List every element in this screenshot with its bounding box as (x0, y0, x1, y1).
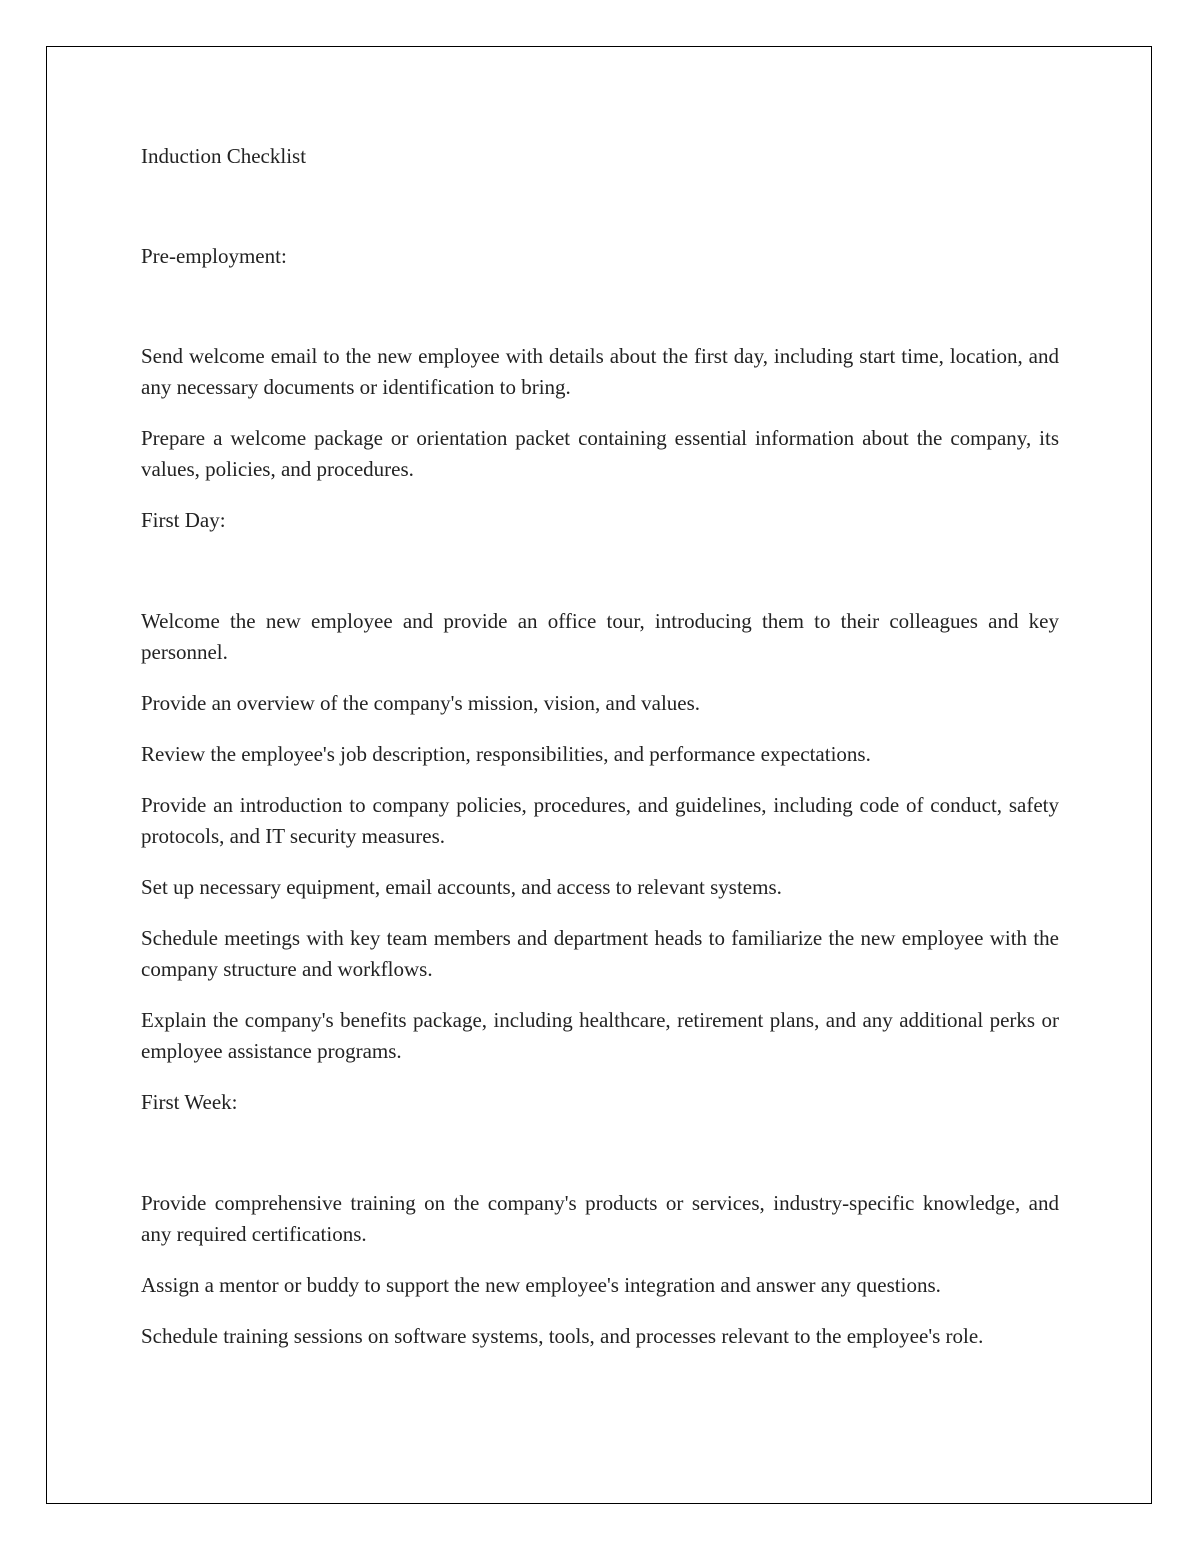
checklist-item: Provide an introduction to company policies, procedures, and guidelines, including code of conduct, safety protocols, and IT security measures. (141, 793, 1059, 848)
checklist-item: Provide an overview of the company's mission, vision, and values. (141, 691, 701, 715)
checklist-item: Explain the company's benefits package, including healthcare, retirement plans, and any additional perks or employee assistance programs. (141, 1008, 1059, 1063)
document-body (141, 141, 1059, 1372)
section-heading-first-day: First Day: (141, 508, 226, 532)
checklist-item: Review the employee's job description, responsibilities, and performance expectations. (141, 742, 871, 766)
checklist-item: Provide comprehensive training on the company's products or services, industry-specific knowledge, and any required certifications. (141, 1191, 1059, 1246)
checklist-item: Prepare a welcome package or orientation packet containing essential information about the company, its values, policies, and procedures. (141, 426, 1059, 481)
checklist-item: Schedule training sessions on software systems, tools, and processes relevant to the employee's role. (141, 1324, 984, 1348)
checklist-item: Send welcome email to the new employee with details about the first day, including start time, location, and any necessary documents or identification to bring. (141, 344, 1059, 399)
section-heading-first-week: First Week: (141, 1090, 238, 1114)
document-title: Induction Checklist (141, 144, 307, 168)
checklist-item: Welcome the new employee and provide an office tour, introducing them to their colleagues and key personnel. (141, 609, 1059, 664)
checklist-item: Set up necessary equipment, email accounts, and access to relevant systems. (141, 875, 782, 899)
checklist-item: Schedule meetings with key team members and department heads to familiarize the new employee with the company structure and workflows. (141, 926, 1059, 981)
section-heading-pre-employment: Pre-employment: (141, 244, 287, 268)
checklist-item: Assign a mentor or buddy to support the new employee's integration and answer any questions. (141, 1273, 941, 1297)
